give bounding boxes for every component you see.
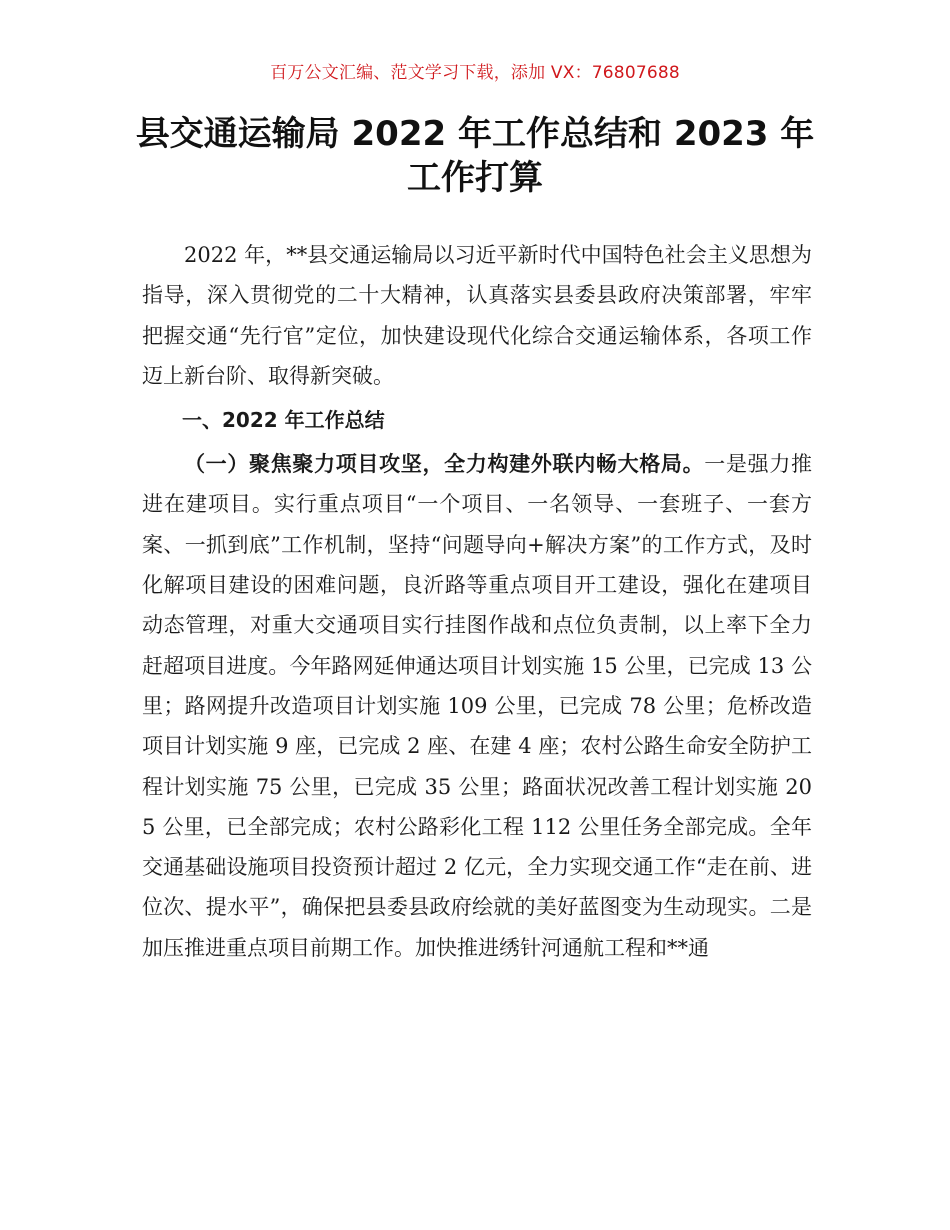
document-body xyxy=(142,235,812,968)
section-heading: 一、2022 年工作总结 xyxy=(182,408,385,433)
document-title xyxy=(130,112,820,200)
header-watermark-note: 百万公文汇编、范文学习下载，添加 VX：76807688 xyxy=(270,63,680,83)
subsection-heading: （一）聚焦聚力项目攻坚，全力构建外联内畅大格局。 xyxy=(184,452,705,477)
title-line-1: 县交通运输局 2022 年工作总结和 2023 年 xyxy=(135,114,815,154)
subsection-paragraph xyxy=(142,444,812,968)
subsection-body: 一是强力推进在建项目。实行重点项目“一个项目、一名领导、一套班子、一套方案、一抓到底”工作机制，坚持“问题导向+解决方案”的工作方式，及时化解项目建设的困难问题，良沂路等重点项目开工建设，强化在建项目动态管理，对重大交通项目实行挂图作战和点位负责制，以上率下全力赶超项目进度。今年路网延伸通达项目计划实施 15 公里，已完成 13 公里；路网提升改造项目计划实施 109 公里，已完成 78 公里；危桥改造项目计划实施 9 座，已完成 2 座、在建 4 座；农村公路生命安全防护工程计划实施 75 公里，已完成 35 公里；路面状况改善工程计划实施 205 公里，已全部完成；农村公路彩化工程 112 公里任务全部完成。全年交通基础设施项目投资预计超过 2 亿元，全力实现交通工作“走在前、进位次、提水平”，确保把县委县政府绘就的美好蓝图变为生动现实。二是加压推进重点项目前期工作。加快推进绣针河通航工程和**通 xyxy=(142,452,813,960)
title-line-2: 工作打算 xyxy=(407,158,543,198)
intro-paragraph: 2022 年，**县交通运输局以习近平新时代中国特色社会主义思想为指导，深入贯彻党的二十大精神，认真落实县委县政府决策部署，牢牢把握交通“先行官”定位，加快建设现代化综合交通运输体系，各项工作迈上新台阶、取得新突破。 xyxy=(142,243,812,388)
